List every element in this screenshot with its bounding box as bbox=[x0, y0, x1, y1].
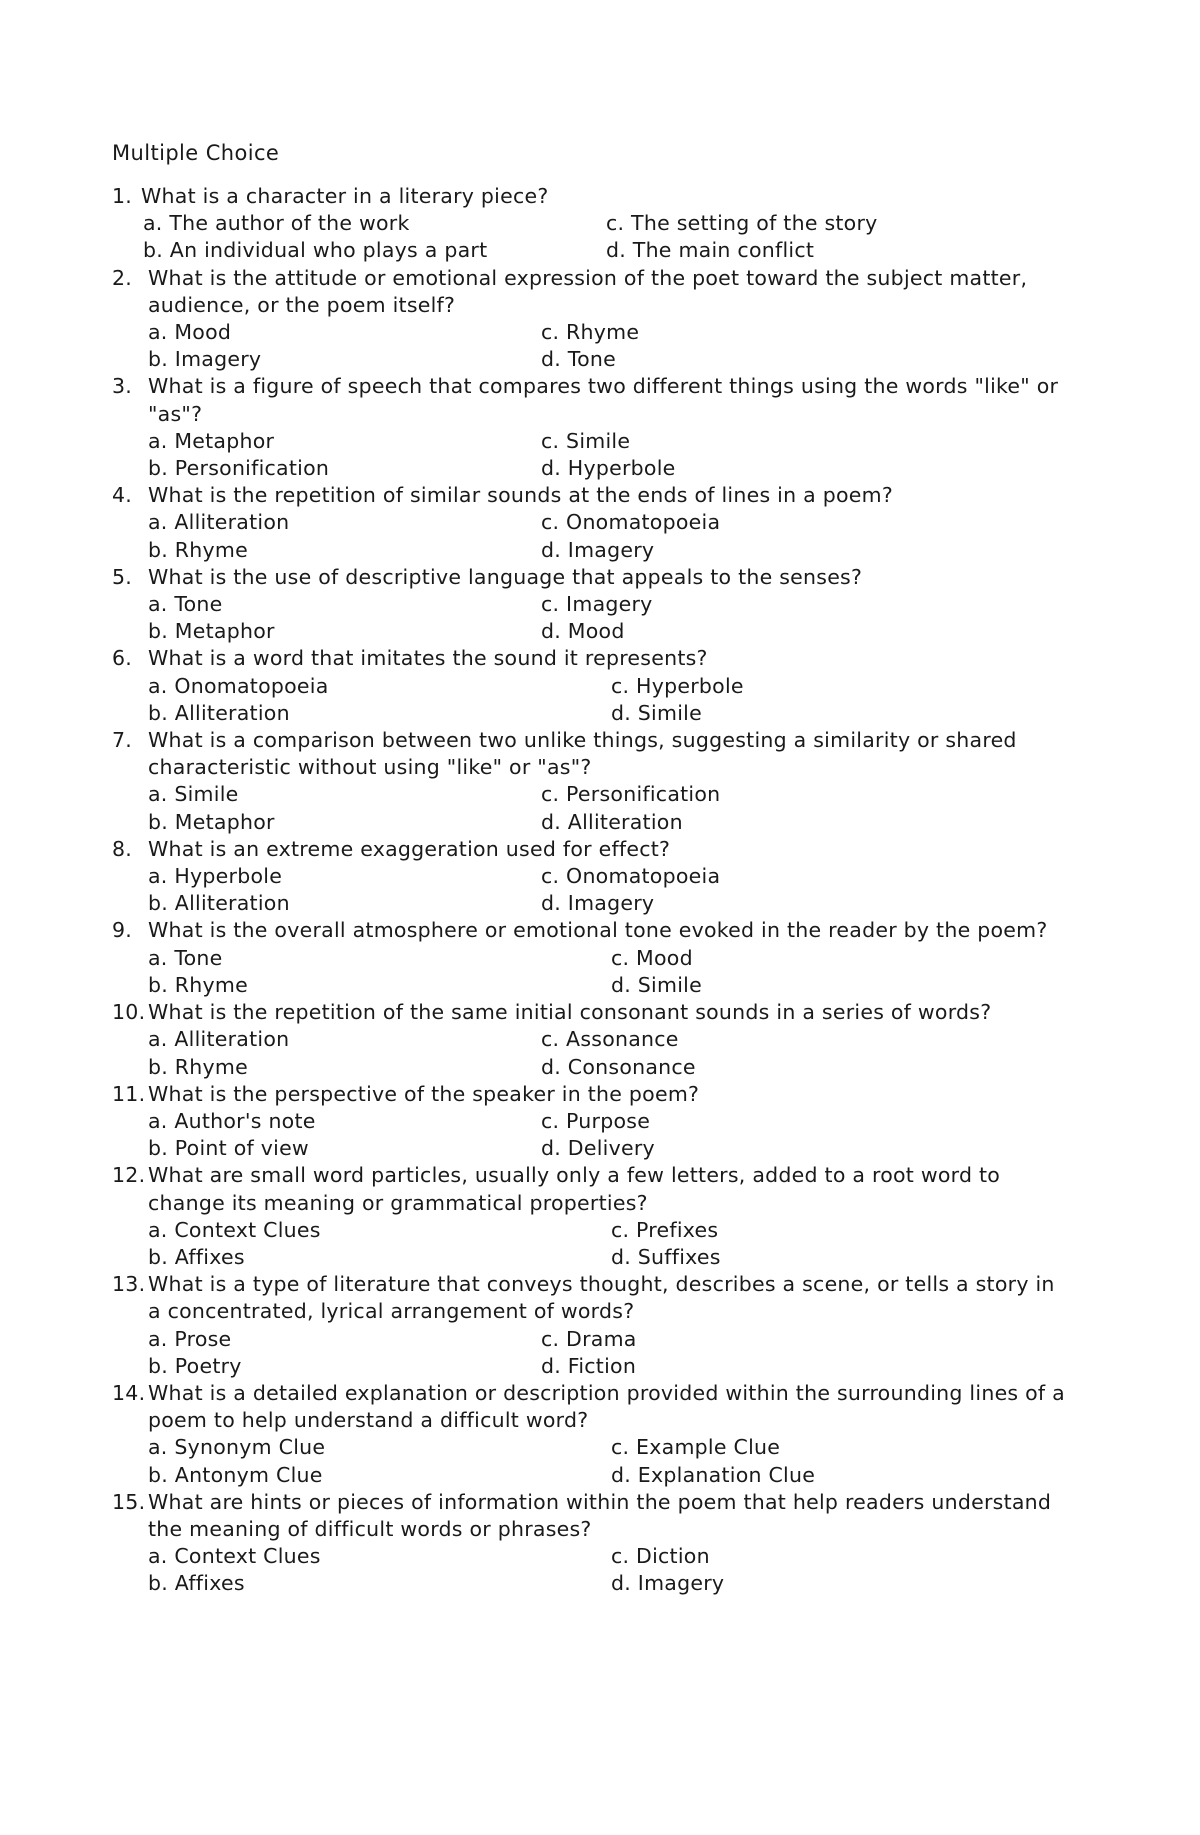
choice-grid bbox=[112, 1543, 1072, 1597]
question-text: What is a figure of speech that compares two different things using the words "like" or "as"? bbox=[148, 374, 1059, 426]
choice-d: d. Tone bbox=[541, 347, 616, 372]
choice-d: d. Hyperbole bbox=[541, 456, 676, 481]
question-stem bbox=[112, 482, 1072, 509]
choice-grid bbox=[112, 319, 1072, 373]
choice-grid bbox=[112, 673, 1072, 727]
question-13 bbox=[112, 1271, 1072, 1380]
question-text: What is a character in a literary piece? bbox=[141, 184, 549, 208]
choice-b: b. Rhyme bbox=[148, 537, 248, 562]
choice-d: d. Alliteration bbox=[541, 809, 683, 834]
choice-c: c. Onomatopoeia bbox=[541, 864, 721, 889]
choice-b: b. Metaphor bbox=[148, 619, 275, 644]
question-number: 10. bbox=[112, 1000, 146, 1025]
question-text: What is the attitude or emotional expression of the poet toward the subject matter, audience, or the poem itself? bbox=[148, 265, 1028, 317]
question-text: What is the perspective of the speaker in the poem? bbox=[148, 1081, 700, 1106]
question-stem bbox=[112, 265, 1072, 319]
choice-d: d. The main conflict bbox=[606, 238, 815, 263]
question-stem bbox=[112, 1271, 1072, 1325]
question-text: What is an extreme exaggeration used for effect? bbox=[148, 836, 671, 861]
choice-d: d. Fiction bbox=[541, 1353, 637, 1378]
choice-b: b. Personification bbox=[148, 456, 330, 481]
question-stem bbox=[112, 727, 1072, 781]
choice-d: d. Simile bbox=[611, 700, 702, 725]
choice-a: a. Mood bbox=[148, 320, 232, 345]
choice-c: c. Personification bbox=[541, 782, 721, 807]
choice-c: c. Mood bbox=[611, 945, 693, 970]
choice-grid bbox=[112, 1026, 1072, 1080]
question-4 bbox=[112, 482, 1072, 564]
question-text: What is the repetition of the same initial consonant sounds in a series of words? bbox=[148, 1000, 992, 1025]
choice-a: a. Tone bbox=[148, 592, 223, 617]
choice-a: a. Prose bbox=[148, 1326, 232, 1351]
choice-b: b. Point of view bbox=[148, 1136, 309, 1161]
question-11 bbox=[112, 1081, 1072, 1163]
choice-b: b. Rhyme bbox=[148, 972, 248, 997]
question-stem bbox=[112, 564, 1072, 591]
question-7 bbox=[112, 727, 1072, 836]
question-15 bbox=[112, 1489, 1072, 1598]
choice-a: a. Metaphor bbox=[148, 428, 275, 453]
question-2 bbox=[112, 265, 1072, 374]
choice-c: c. Purpose bbox=[541, 1108, 651, 1133]
choice-d: d. Suffixes bbox=[611, 1244, 721, 1269]
choice-a: a. Author's note bbox=[148, 1108, 316, 1133]
choice-c: c. Prefixes bbox=[611, 1217, 719, 1242]
choice-b: b. An individual who plays a part bbox=[143, 238, 488, 263]
choice-b: b. Poetry bbox=[148, 1353, 242, 1378]
choice-grid bbox=[112, 428, 1072, 482]
question-number: 2. bbox=[112, 265, 133, 290]
choice-b: b. Metaphor bbox=[148, 809, 275, 834]
choice-d: d. Delivery bbox=[541, 1136, 655, 1161]
question-text: What are hints or pieces of information within the poem that help readers understand the meaning of difficult words or phrases? bbox=[148, 1489, 1052, 1541]
choice-a: a. Hyperbole bbox=[148, 864, 283, 889]
question-stem bbox=[112, 1380, 1072, 1434]
question-text: What is a word that imitates the sound it represents? bbox=[148, 646, 708, 671]
choice-c: c. The setting of the story bbox=[606, 211, 878, 236]
question-8 bbox=[112, 836, 1072, 918]
choice-c: c. Rhyme bbox=[541, 320, 640, 345]
question-text: What is a comparison between two unlike things, suggesting a similarity or shared characteristic without using "like" or "as"? bbox=[148, 728, 1017, 780]
question-stem bbox=[112, 645, 1072, 672]
question-3 bbox=[112, 373, 1072, 482]
question-stem bbox=[112, 999, 1072, 1026]
question-text: What is the use of descriptive language that appeals to the senses? bbox=[148, 564, 863, 589]
question-list bbox=[112, 183, 1072, 1598]
choice-grid bbox=[112, 945, 1072, 999]
question-number: 7. bbox=[112, 728, 133, 753]
choice-a: a. Tone bbox=[148, 945, 223, 970]
choice-b: b. Imagery bbox=[148, 347, 262, 372]
choice-c: c. Assonance bbox=[541, 1027, 679, 1052]
choice-b: b. Alliteration bbox=[148, 700, 290, 725]
question-number: 15. bbox=[112, 1489, 146, 1514]
choice-c: c. Drama bbox=[541, 1326, 637, 1351]
choice-a: a. Context Clues bbox=[148, 1217, 321, 1242]
choice-grid bbox=[112, 1326, 1072, 1380]
choice-grid bbox=[112, 1217, 1072, 1271]
choice-d: d. Imagery bbox=[611, 1571, 725, 1596]
choice-c: c. Simile bbox=[541, 428, 631, 453]
question-number: 1. bbox=[112, 184, 133, 208]
choice-grid bbox=[112, 591, 1072, 645]
question-number: 13. bbox=[112, 1272, 146, 1297]
question-stem bbox=[112, 183, 1072, 210]
question-number: 14. bbox=[112, 1380, 146, 1405]
page-title: Multiple Choice bbox=[112, 141, 280, 165]
question-6 bbox=[112, 645, 1072, 727]
question-10 bbox=[112, 999, 1072, 1081]
choice-b: b. Antonym Clue bbox=[148, 1462, 323, 1487]
question-number: 4. bbox=[112, 483, 133, 508]
question-stem bbox=[112, 917, 1072, 944]
choice-d: d. Mood bbox=[541, 619, 625, 644]
question-5 bbox=[112, 564, 1072, 646]
question-text: What is a detailed explanation or description provided within the surrounding lines of a poem to help understand a difficult word? bbox=[148, 1380, 1065, 1433]
choice-grid bbox=[112, 1434, 1072, 1488]
choice-a: a. Synonym Clue bbox=[148, 1435, 326, 1460]
question-14 bbox=[112, 1380, 1072, 1489]
question-number: 12. bbox=[112, 1163, 146, 1188]
choice-a: a. Alliteration bbox=[148, 510, 290, 535]
choice-a: a. The author of the work bbox=[143, 211, 410, 236]
question-stem bbox=[112, 836, 1072, 863]
question-stem bbox=[112, 1162, 1072, 1216]
choice-grid bbox=[112, 863, 1072, 917]
question-number: 9. bbox=[112, 918, 133, 943]
choice-a: a. Simile bbox=[148, 782, 239, 807]
question-number: 5. bbox=[112, 564, 133, 589]
question-stem bbox=[112, 1081, 1072, 1108]
question-1 bbox=[112, 183, 1072, 265]
choice-c: c. Hyperbole bbox=[611, 673, 744, 698]
choice-a: a. Context Clues bbox=[148, 1544, 321, 1569]
question-12 bbox=[112, 1162, 1072, 1271]
question-text: What are small word particles, usually only a few letters, added to a root word to change its meaning or grammatical properties? bbox=[148, 1163, 1001, 1215]
question-text: What is a type of literature that conveys thought, describes a scene, or tells a story in a concentrated, lyrical arrangement of words? bbox=[148, 1272, 1055, 1324]
question-number: 3. bbox=[112, 374, 133, 399]
choice-d: d. Explanation Clue bbox=[611, 1462, 816, 1487]
choice-d: d. Consonance bbox=[541, 1054, 696, 1079]
choice-c: c. Onomatopoeia bbox=[541, 510, 721, 535]
question-text: What is the overall atmosphere or emotional tone evoked in the reader by the poem? bbox=[148, 918, 1048, 943]
question-number: 6. bbox=[112, 646, 133, 671]
choice-grid bbox=[112, 1108, 1072, 1162]
question-stem bbox=[112, 1489, 1072, 1543]
choice-c: c. Diction bbox=[611, 1544, 710, 1569]
question-9 bbox=[112, 917, 1072, 999]
choice-a: a. Alliteration bbox=[148, 1027, 290, 1052]
choice-d: d. Simile bbox=[611, 972, 702, 997]
choice-c: c. Example Clue bbox=[611, 1435, 781, 1460]
question-number: 11. bbox=[112, 1081, 146, 1106]
choice-b: b. Rhyme bbox=[148, 1054, 248, 1079]
choice-b: b. Alliteration bbox=[148, 891, 290, 916]
choice-grid bbox=[112, 509, 1072, 563]
choice-c: c. Imagery bbox=[541, 592, 653, 617]
choice-d: d. Imagery bbox=[541, 537, 655, 562]
choice-a: a. Onomatopoeia bbox=[148, 673, 329, 698]
choice-grid bbox=[112, 210, 1072, 264]
question-text: What is the repetition of similar sounds at the ends of lines in a poem? bbox=[148, 483, 893, 508]
choice-d: d. Imagery bbox=[541, 891, 655, 916]
choice-b: b. Affixes bbox=[148, 1244, 245, 1269]
choice-grid bbox=[112, 781, 1072, 835]
question-stem bbox=[112, 373, 1072, 427]
question-number: 8. bbox=[112, 836, 133, 861]
choice-b: b. Affixes bbox=[148, 1571, 245, 1596]
